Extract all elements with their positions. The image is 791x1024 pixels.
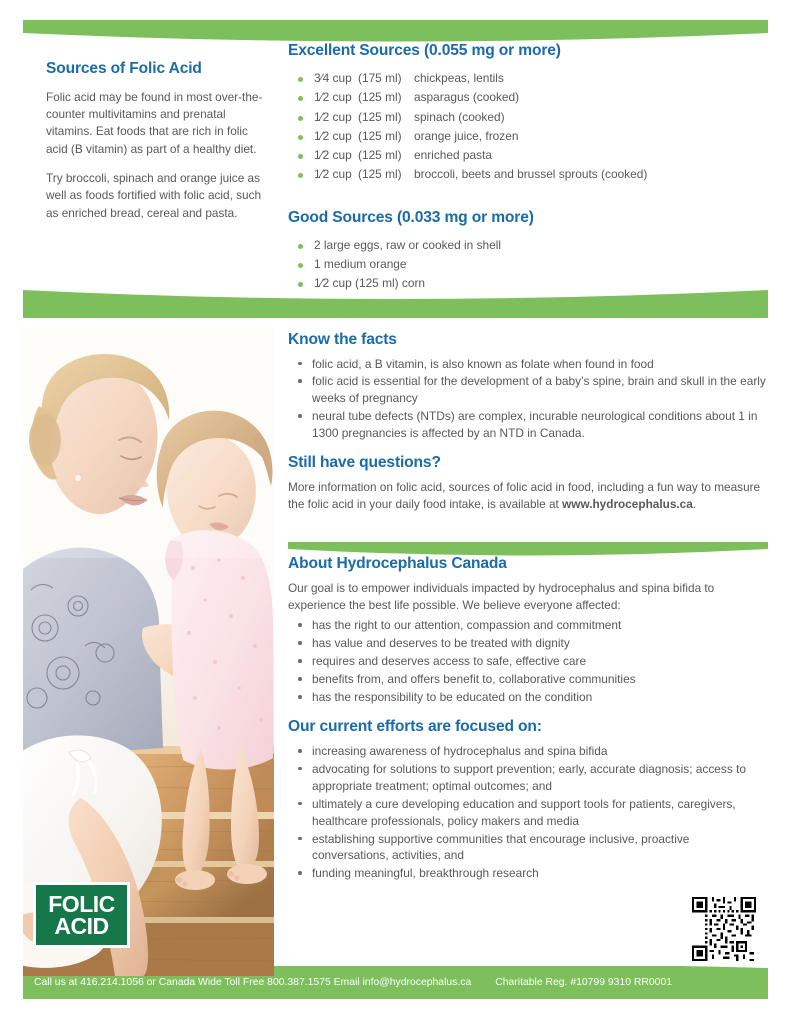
effort-item: advocating for solutions to support prevention; early, accurate diagnosis; access to appropriate treatment; optimal outcomes; and (288, 761, 768, 795)
good-source-item: 1⁄2 cup (125 ml) corn (288, 274, 768, 293)
serving-amount: 1⁄2 cup (314, 90, 352, 105)
about-heading: About Hydrocephalus Canada (288, 555, 507, 573)
serving-amount: 1⁄2 cup (314, 128, 352, 143)
excellent-sources-list (288, 69, 768, 185)
effort-item: establishing supportive communities that encourage inclusive, proactive conversations, activities, and (288, 831, 768, 865)
serving-metric: (175 ml) (358, 71, 402, 85)
about-value-item: benefits from, and offers benefit to, collaborative communities (288, 671, 768, 688)
effort-item: ultimately a cure developing education and support tools for patients, caregivers, healthcare professionals, policy makers and media (288, 796, 768, 830)
excellent-source-item (288, 108, 768, 127)
good-sources-heading: Good Sources (0.033 mg or more) (288, 208, 534, 226)
about-value-item: has value and deserves to be treated with dignity (288, 635, 768, 652)
about-value-item: has the responsibility to be educated on the condition (288, 689, 768, 706)
excellent-source-item (288, 165, 768, 184)
footer-contact: Call us at 416.214.1056 or Canada Wide Toll Free 800.387.1575 Email info@hydrocephalus.ca (34, 977, 472, 988)
excellent-source-item (288, 69, 768, 88)
footer-charitable-reg: Charitable Reg. #10799 9310 RR0001 (495, 977, 673, 988)
still-have-questions-heading: Still have questions? (288, 454, 441, 472)
good-sources-list (288, 236, 768, 294)
logo-line-1: FOLIC (48, 890, 115, 917)
mother-and-child-photo (23, 328, 274, 976)
good-source-item: 1 medium orange (288, 255, 768, 274)
excellent-sources-heading: Excellent Sources (0.055 mg or more) (288, 42, 561, 59)
excellent-source-item (288, 146, 768, 165)
fact-item: neural tube defects (NTDs) are complex, incurable neurological conditions about 1 in 1300 pregnancies is affected by an NTD in Canada. (288, 408, 768, 442)
effort-item: increasing awareness of hydrocephalus and spina bifida (288, 743, 768, 760)
left-paragraph-1: Folic acid may be found in most over-the-counter multivitamins and prenatal vitamins. Eat foods that are rich in folic acid (B vitamin) as part of a healthy diet. (46, 89, 263, 156)
serving-metric: (125 ml) (358, 167, 402, 182)
about-value-item: requires and deserves access to safe, effective care (288, 653, 768, 670)
serving-metric: (125 ml) (358, 128, 402, 143)
fact-item: folic acid is essential for the development of a baby’s spine, brain and skull in the early weeks of pregnancy (288, 373, 768, 407)
efforts-heading: Our current efforts are focused on: (288, 717, 542, 735)
excellent-source-item (288, 88, 768, 107)
serving-food: asparagus (cooked) (414, 90, 520, 105)
about-value-item: has the right to our attention, compassion and commitment (288, 617, 768, 634)
know-the-facts-heading: Know the facts (288, 330, 397, 348)
left-paragraph-2: Try broccoli, spinach and orange juice as well as foods fortified with folic acid, such as enriched bread, cereal and pasta. (46, 171, 262, 220)
serving-food: enriched pasta (414, 148, 493, 163)
efforts-list (288, 743, 768, 882)
serving-amount: 1⁄2 cup (314, 109, 352, 124)
serving-food: broccoli, beets and brussel sprouts (cooked) (414, 167, 648, 182)
right-column (288, 42, 768, 883)
serving-metric: (125 ml) (358, 109, 402, 124)
serving-amount: 3⁄4 cup (314, 71, 352, 85)
serving-food: spinach (cooked) (414, 109, 505, 124)
serving-amount: 1⁄2 cup (314, 167, 352, 182)
excellent-source-item (288, 127, 768, 146)
about-intro: Our goal is to empower individuals impacted by hydrocephalus and spina bifida to experience the best life possible. We believe everyone affected: (288, 581, 715, 613)
serving-food: orange juice, frozen (414, 128, 519, 143)
about-values-list (288, 617, 768, 706)
green-divider-top (23, 20, 768, 42)
questions-text-before: More information on folic acid, sources of folic acid in food, including a fun way to measure the folic acid in your daily food intake, is available at (288, 480, 761, 512)
questions-text-after: . (692, 497, 697, 512)
good-source-item: 2 large eggs, raw or cooked in shell (288, 236, 768, 255)
know-the-facts-list (288, 356, 768, 443)
left-column (46, 60, 271, 222)
left-heading: Sources of Folic Acid (46, 60, 202, 77)
fact-item: folic acid, a B vitamin, is also known as folate when found in food (288, 356, 768, 373)
serving-metric: (125 ml) (358, 90, 402, 105)
serving-food: chickpeas, lentils (414, 71, 504, 85)
serving-metric: (125 ml) (358, 148, 402, 163)
website-link[interactable]: www.hydrocephalus.ca (562, 497, 693, 512)
qr-code[interactable] (692, 897, 756, 961)
still-have-questions-text (288, 479, 768, 513)
footer (23, 968, 768, 997)
folic-acid-logo (33, 882, 130, 948)
logo-line-2: ACID (54, 913, 109, 939)
effort-item: funding meaningful, breakthrough research (288, 865, 768, 882)
serving-amount: 1⁄2 cup (314, 148, 352, 163)
